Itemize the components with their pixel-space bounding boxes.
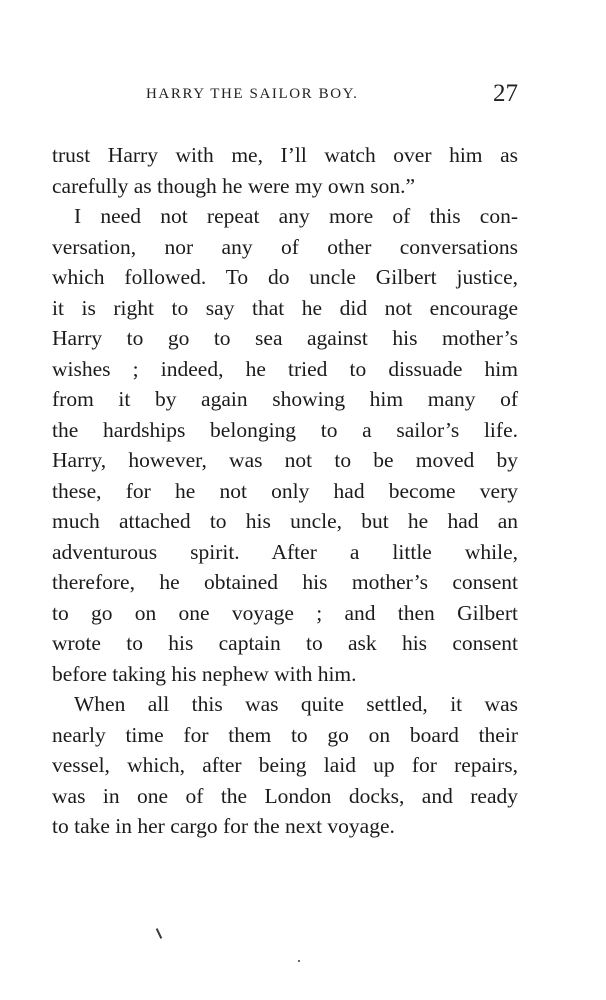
text-line: it is right to say that he did not encourage	[52, 295, 518, 320]
text-line: Harry to go to sea against his mother’s	[52, 326, 518, 350]
text-line: adventurous spirit. After a little while,	[52, 539, 518, 564]
text-line: the hardships belonging to a sailor’s life.	[52, 417, 518, 442]
text-line: before taking his nephew with him.	[52, 661, 357, 686]
ink-speck	[298, 960, 300, 962]
text-line: wishes ; indeed, he tried to dissuade him	[52, 356, 518, 381]
text-line: was in one of the London docks, and ready	[52, 783, 518, 808]
text-line: these, for he not only had become very	[52, 478, 518, 503]
text-line: versation, nor any of other conversations	[52, 234, 518, 259]
text-line: wrote to his captain to ask his consent	[52, 631, 518, 655]
running-title: HARRY THE SAILOR BOY.	[146, 86, 359, 102]
text-line: much attached to his uncle, but he had an	[52, 509, 518, 533]
text-line: vessel, which, after being laid up for repairs,	[52, 753, 518, 777]
text-line: therefore, he obtained his mother’s consent	[52, 570, 518, 594]
text-line: to go on one voyage ; and then Gilbert	[52, 600, 518, 625]
text-line: which followed. To do uncle Gilbert justice,	[52, 265, 518, 289]
text-line: to take in her cargo for the next voyage.	[52, 814, 395, 838]
text-line: from it by again showing him many of	[52, 387, 518, 411]
text-line: nearly time for them to go on board their	[52, 722, 518, 747]
text-line: I need not repeat any more of this con-	[74, 204, 518, 228]
page-number: 27	[493, 80, 518, 107]
body-text	[52, 140, 518, 842]
text-line: When all this was quite settled, it was	[74, 692, 518, 716]
text-line: Harry, however, was not to be moved by	[52, 448, 518, 472]
text-line: trust Harry with me, I’ll watch over him as	[52, 143, 518, 167]
text-line: carefully as though he were my own son.”	[52, 173, 416, 198]
ink-speck	[156, 928, 162, 939]
